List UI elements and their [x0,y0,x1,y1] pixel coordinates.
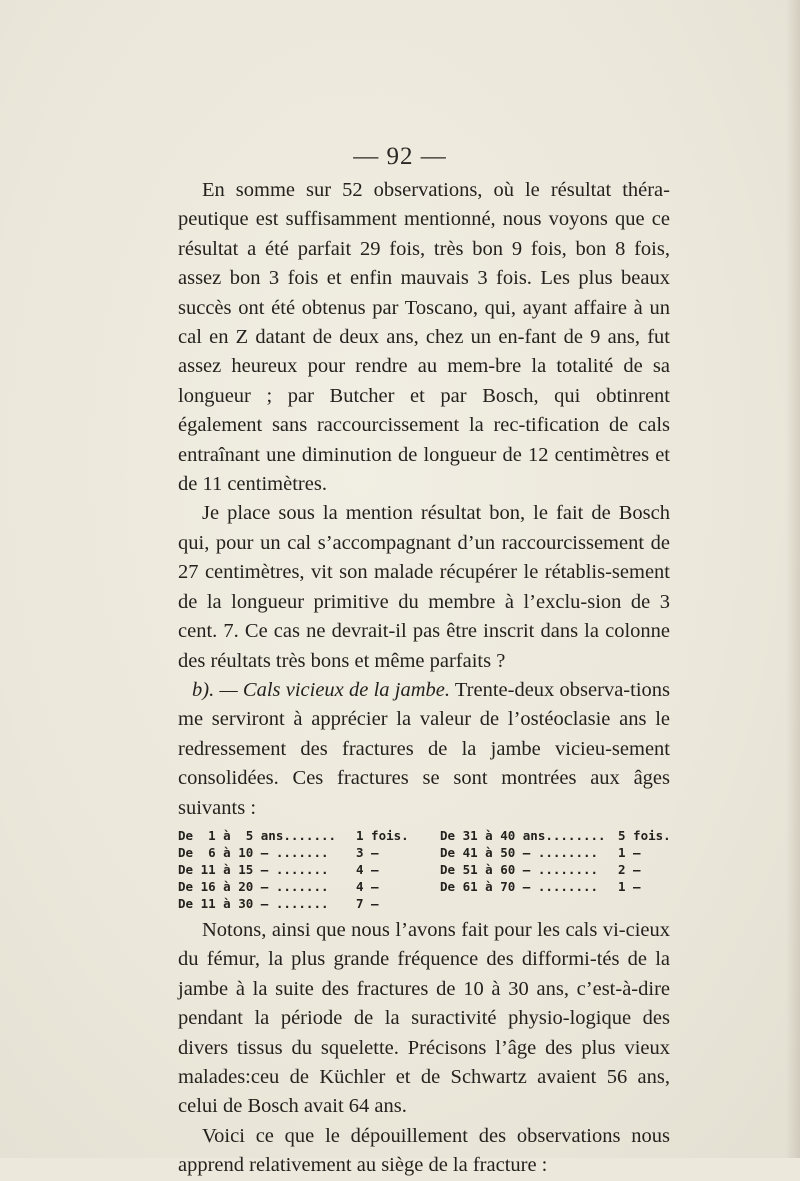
section-b-title: — Cals vicieux de la jambe. [219,678,450,701]
age-table [178,827,670,912]
age-range: De 41 à 50 — ........ [440,844,599,860]
age-count: 4 — [356,878,379,894]
table-row [440,827,670,844]
paragraph-notons: Notons, ainsi que nous l’avons fait pour les cals vi-cieux du fémur, la plus grande fréquence des difformi-tés de la jambe à la suite des fractures de 10 à 30 ans, c’est-à-dire pendant la période de la suractivité physio-logique des divers tissus du squelette. Précisons l’âge des plus vieux malades:ceu de Küchler et de Schwartz avaient 56 ans, celui de Bosch avait 64 ans. [178,918,670,1118]
table-row [440,844,670,861]
age-count: 7 — [356,895,379,911]
age-count: 5 fois. [618,827,671,843]
paragraph-voici: Voici ce que le dépouillement des observations nous apprend relativement au siège de la fracture : [178,1124,670,1177]
paragraph-bosch: Je place sous la mention résultat bon, le fait de Bosch qui, pour un cal s’accompagnant d’un raccourcissement de 27 centimètres, vit son malade récupérer le rétablis-sement de la longueur primitive du membre à l’exclu-sion de 3 cent. 7. Ce cas ne devrait-il pas être inscrit dans la colonne des réultats très bons et même parfaits ? [178,502,670,672]
table-row [178,827,408,844]
age-table-right-column [440,827,670,912]
page-number: — 92 — [353,143,447,170]
section-b-label: b). [192,678,215,701]
age-count: 1 fois. [356,827,409,843]
age-range: De 61 à 70 — ........ [440,878,599,894]
age-range: De 11 à 15 — ....... [178,861,329,877]
age-table-left-column [178,827,408,912]
age-range: De 6 à 10 — ....... [178,844,329,860]
table-row [440,878,670,895]
table-row [178,895,408,912]
age-range: De 31 à 40 ans........ [440,827,606,843]
age-range: De 51 à 60 — ........ [440,861,599,877]
table-row [178,878,408,895]
age-count: 1 — [618,844,641,860]
paragraph-section-b [178,676,670,823]
age-range: De 1 à 5 ans....... [178,827,337,843]
age-range: De 11 à 30 — ....... [178,895,329,911]
section-b-text: Trente-deux observa-tions me serviront à apprécier la valeur de l’ostéoclasie ans le redressement des fractures de la jambe vicieu-sement consolidées. Ces fractures se sont montrées aux âges suivants : [178,678,670,819]
table-row [440,861,670,878]
age-count: 1 — [618,878,641,894]
paragraph-summary: En somme sur 52 observations, où le résultat théra-peutique est suffisamment mentionné, nous voyons que ce résultat a été parfait 29 fois, très bon 9 fois, bon 8 fois, assez bon 3 fois et enfin mauvais 3 fois. Les plus beaux succès ont été obtenus par Toscano, qui, ayant affaire à un cal en Z datant de deux ans, chez un en-fant de 9 ans, fut assez heureux pour rendre au mem-bre la totalité de sa longueur ; par Butcher et par Bosch, qui obtinrent également sans raccourcissement la rec-tification de cals entraînant une diminution de longueur de 12 centimètres et de 11 centimètres. [178,179,670,496]
table-row [178,861,408,878]
age-range: De 16 à 20 — ....... [178,878,329,894]
age-count: 2 — [618,861,641,877]
age-count: 4 — [356,861,379,877]
table-row [178,844,408,861]
age-count: 3 — [356,844,379,860]
body-text [178,176,670,1181]
